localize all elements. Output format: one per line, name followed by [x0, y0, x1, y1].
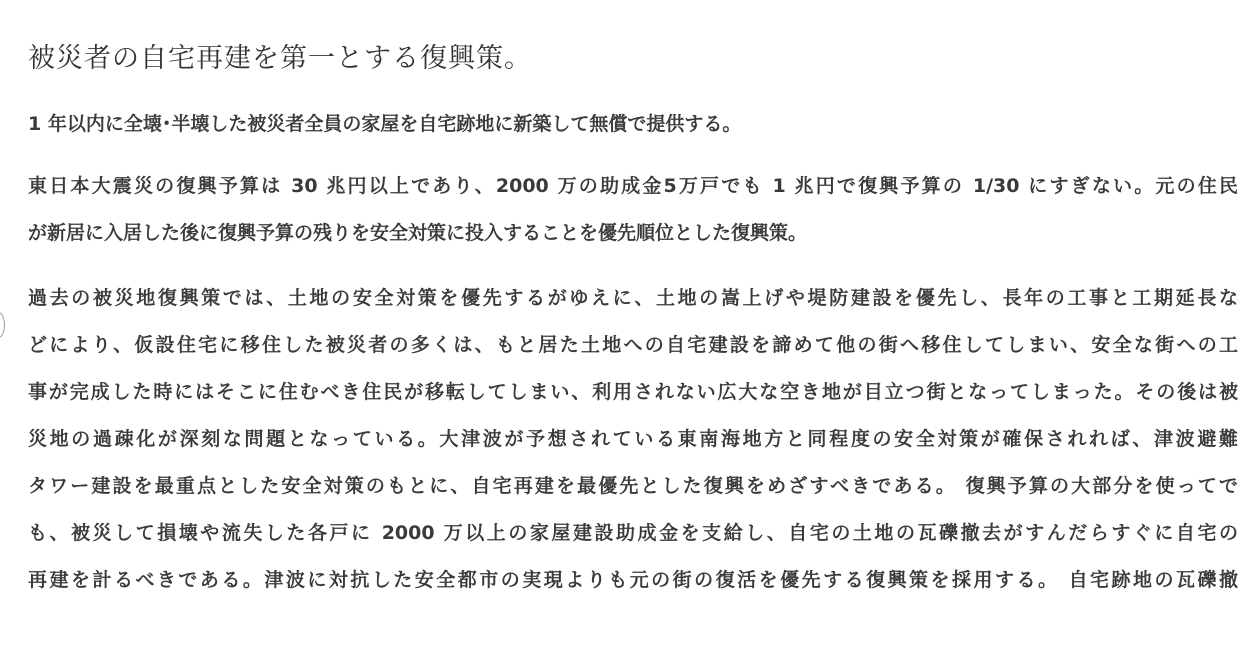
- scroll-edge-handle[interactable]: [0, 312, 5, 338]
- paragraph-2-line-2: が新居に入居した後に復興予算の残りを安全対策に投入することを優先順位とした復興策。: [28, 222, 808, 244]
- paragraph-3-line-6: も、被災して損壊や流失した各戸に 2000 万以上の家屋建設助成金を支給し、自宅の土地の瓦礫撤去がすんだらすぐに自宅の: [28, 522, 1238, 544]
- article-heading: 被災者の自宅再建を第一とする復興策。: [28, 43, 532, 74]
- paragraph-2-line-1: 東日本大震災の復興予算は 30 兆円以上であり、2000 万の助成金5万戸でも 1 兆円で復興予算の 1/30 にすぎない。元の住民: [28, 175, 1238, 197]
- paragraph-2: [28, 172, 1238, 266]
- paragraph-3-line-2: どにより、仮設住宅に移住した被災者の多くは、もと居た土地への自宅建設を諦めて他の街へ移住してしまい、安全な街への工: [28, 334, 1238, 356]
- paragraph-3-line-1: 過去の被災地復興策では、土地の安全対策を優先するがゆえに、土地の嵩上げや堤防建設を優先し、長年の工事と工期延長な: [28, 287, 1238, 309]
- paragraph-3-line-7: 再建を計るべきである。津波に対抗した安全都市の実現よりも元の街の復活を優先する復興策を採用する。 自宅跡地の瓦礫撤: [28, 569, 1238, 591]
- paragraph-3-line-5: タワー建設を最重点とした安全対策のもとに、自宅再建を最優先とした復興をめざすべきである。 復興予算の大部分を使ってで: [28, 475, 1238, 497]
- paragraph-3-line-3: 事が完成した時にはそこに住むべき住民が移転してしまい、利用されない広大な空き地が目立つ街となってしまった。その後は被: [28, 381, 1238, 403]
- paragraph-3: [28, 284, 1238, 613]
- paragraph-1-line-1: 1 年以内に全壊･半壊した被災者全員の家屋を自宅跡地に新築して無償で提供する。: [28, 113, 742, 135]
- paragraph-3-line-4: 災地の過疎化が深刻な問題となっている。大津波が予想されている東南海地方と同程度の安全対策が確保されれば、津波避難: [28, 428, 1238, 450]
- paragraph-1: [28, 110, 1238, 157]
